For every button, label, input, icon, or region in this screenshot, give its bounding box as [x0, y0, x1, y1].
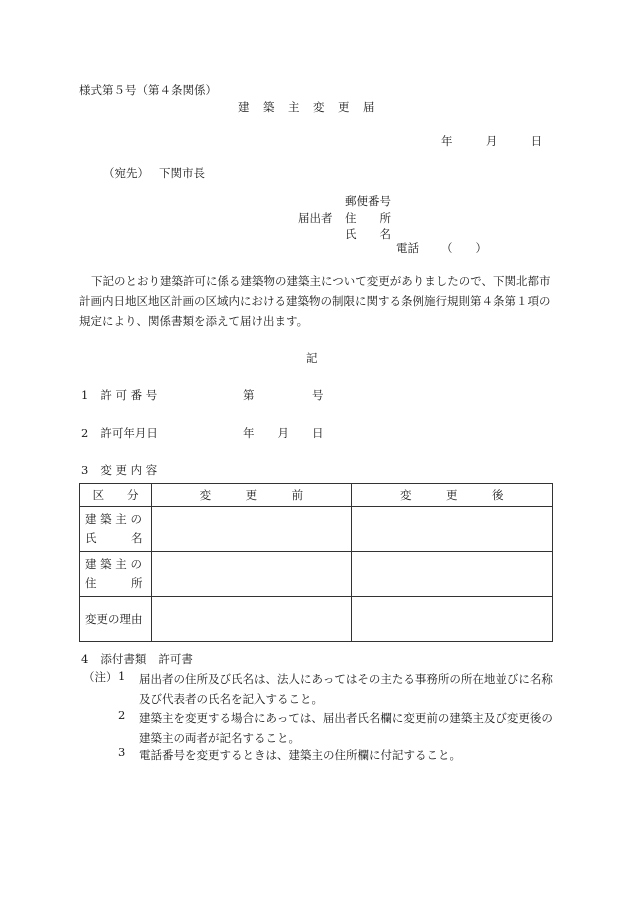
header-after: 変 更 後 — [351, 484, 552, 507]
note-text: 届出者の住所及び氏名は、法人にあってはその主たる事務所の所在地並びに名称及び代表者の氏名を記入すること。 — [139, 672, 553, 706]
row-label-line: 氏 名 — [85, 531, 143, 545]
submitter-block — [345, 193, 391, 243]
owner-address-after-cell[interactable] — [351, 552, 552, 597]
item-change-details — [81, 462, 157, 478]
row-label-line: 住 所 — [85, 576, 143, 590]
row-label-change-reason — [80, 597, 152, 642]
phone-label: 電話 — [396, 241, 419, 255]
submission-date — [441, 133, 542, 149]
header-before: 変 更 前 — [152, 484, 351, 507]
permit-number-value: 第 号 — [243, 388, 324, 402]
form-number-label: 様式第５号（第４条関係） — [79, 83, 217, 97]
body-paragraph: 下記のとおり建築許可に係る建築物の建築主について変更がありましたので、下関北都市計画内日地区地区計画の区域内における建築物の制限に関する条例施行規則第４条第１項の規定により、関係書類を添えて届け出ます。 — [79, 274, 551, 328]
attachments-label: 添付書類 — [100, 652, 147, 666]
phone-line — [396, 240, 487, 256]
item-number: 4 — [81, 652, 89, 666]
row-label-line: 建 築 主 の — [85, 557, 142, 571]
item-number: 3 — [81, 463, 89, 477]
change-reason-after-cell[interactable] — [351, 597, 552, 642]
item-number: 1 — [81, 388, 89, 402]
row-label-owner-name — [80, 507, 152, 552]
header-category: 区 分 — [80, 484, 152, 507]
postal-code-label: 郵便番号 — [345, 194, 391, 208]
addressee-prefix: （宛先） — [103, 166, 149, 180]
owner-address-before-cell[interactable] — [152, 552, 351, 597]
item-number: 2 — [81, 426, 89, 440]
submitter-label: 届出者 — [298, 211, 333, 225]
change-reason-before-cell[interactable] — [152, 597, 351, 642]
table-row — [80, 507, 553, 552]
document-title: 建築主変更届 — [238, 100, 388, 114]
row-label-line: 建 築 主 の — [85, 512, 142, 526]
table-header-row — [80, 484, 553, 507]
owner-name-before-cell[interactable] — [152, 507, 351, 552]
notes-heading: （注） — [83, 670, 118, 684]
attachments-line — [81, 651, 193, 667]
table-row — [80, 552, 553, 597]
addressee — [103, 165, 205, 181]
note-number: 3 — [118, 745, 126, 759]
date-day-label: 日 — [530, 134, 543, 148]
date-year-label: 年 — [441, 134, 453, 148]
attachments-value: 許可書 — [158, 652, 193, 666]
ki-heading: 記 — [306, 351, 318, 365]
addressee-name: 下関市長 — [159, 166, 205, 180]
row-label-owner-address — [80, 552, 152, 597]
permit-date-value: 年 月 日 — [243, 426, 324, 440]
row-label-line: 変更の理由 — [85, 611, 143, 626]
owner-name-after-cell[interactable] — [351, 507, 552, 552]
note-text: 建築主を変更する場合にあっては、届出者氏名欄に変更前の建築主及び変更後の建築主の両者が記名すること。 — [139, 711, 553, 745]
name-label: 氏 名 — [345, 227, 391, 241]
note-number: 2 — [118, 708, 126, 722]
item-label: 許可年月日 — [100, 426, 158, 440]
item-permit-date — [81, 425, 158, 441]
change-details-table — [79, 483, 553, 642]
address-label: 住 所 — [345, 210, 391, 225]
note-number: 1 — [118, 669, 126, 683]
note-text: 電話番号を変更するときは、建築主の住所欄に付記すること。 — [139, 748, 461, 762]
table-row — [80, 597, 553, 642]
item-label: 変 更 内 容 — [100, 463, 158, 477]
item-permit-number — [81, 387, 157, 403]
phone-parentheses: （ ） — [441, 241, 487, 255]
item-label: 許 可 番 号 — [100, 388, 158, 402]
date-month-label: 月 — [485, 134, 498, 148]
